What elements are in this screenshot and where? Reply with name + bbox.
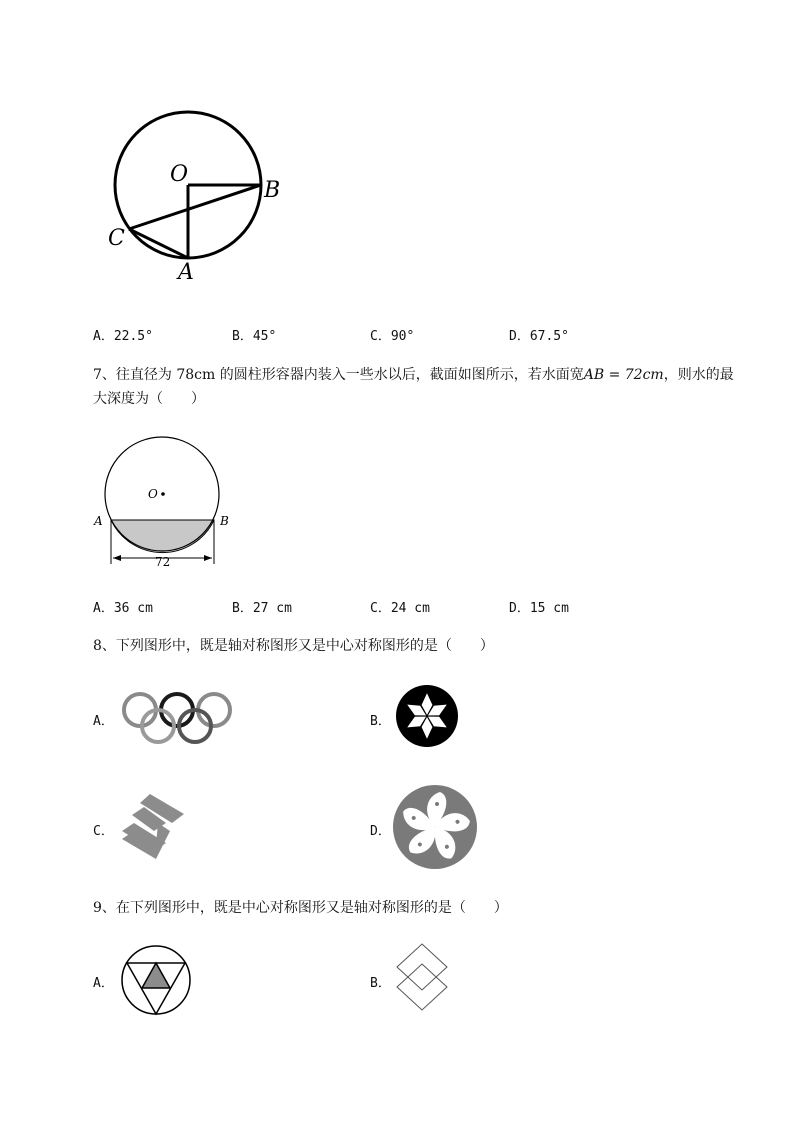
six-diamond-star-icon[interactable]	[395, 684, 459, 748]
label-a: A	[94, 514, 103, 528]
q7-option-a[interactable]: A．36 cm	[93, 601, 153, 616]
label-o: O	[148, 487, 158, 501]
q7-math: AB = 72cm	[583, 367, 664, 383]
q7-question: 7、往直径为 78cm 的圆柱形容器内装入一些水以后，截面如图所示，若水面宽AB = 72cm，则水的最 大深度为（ ）	[93, 367, 734, 407]
label-b: B	[220, 514, 229, 528]
q6-option-a[interactable]: A．22.5°	[93, 329, 153, 344]
q8-option-c-letter[interactable]: C．	[93, 824, 114, 839]
q9-question: 9、在下列图形中，既是中心对称图形又是轴对称图形的是（ ）	[93, 900, 508, 916]
triangle-in-circle-icon[interactable]	[120, 944, 192, 1016]
label-o: O	[170, 162, 189, 187]
label-a: A	[178, 260, 194, 285]
q9-option-a-letter[interactable]: A．	[93, 976, 114, 991]
q7-option-c[interactable]: C．24 cm	[370, 601, 430, 616]
q8-option-b-letter[interactable]: B．	[370, 714, 391, 729]
label-c: C	[108, 226, 125, 251]
q6-option-d[interactable]: D．67.5°	[509, 329, 569, 344]
q8-option-d-letter[interactable]: D．	[370, 824, 391, 839]
q6-option-b[interactable]: B．45°	[232, 329, 277, 344]
q8-option-a-letter[interactable]: A．	[93, 714, 114, 729]
suzuki-logo-icon[interactable]	[118, 793, 188, 861]
q7-water-figure	[90, 436, 250, 576]
q7-option-b[interactable]: B．27 cm	[232, 601, 292, 616]
q7-option-d[interactable]: D．15 cm	[509, 601, 569, 616]
q8-question: 8、下列图形中，既是轴对称图形又是中心对称图形的是（ ）	[93, 638, 494, 654]
dimension-label: 72	[155, 555, 171, 569]
q6-option-c[interactable]: C．90°	[370, 329, 415, 344]
bauhinia-flower-icon[interactable]	[392, 784, 478, 870]
label-b: B	[264, 178, 281, 203]
stacked-diamonds-icon[interactable]	[394, 942, 450, 1014]
olympic-rings-icon[interactable]	[118, 690, 238, 748]
q6-circle-figure	[100, 105, 300, 285]
q9-option-b-letter[interactable]: B．	[370, 976, 391, 991]
